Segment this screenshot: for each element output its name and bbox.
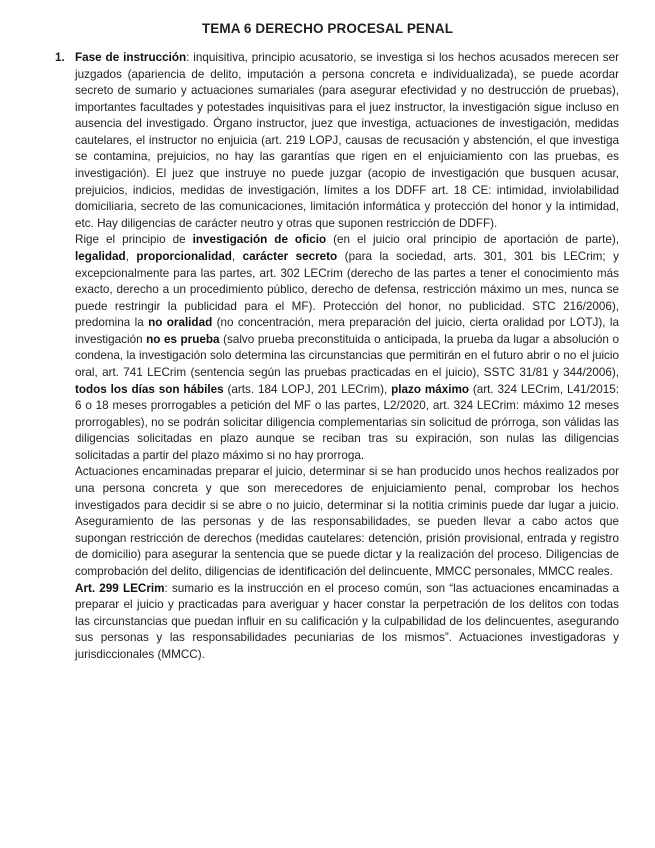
paragraph-fase-instruccion — [75, 50, 619, 232]
paragraph-art-299 — [75, 581, 619, 664]
bold-term: carácter secreto — [242, 249, 338, 263]
text-run: (en el juicio oral principio de aportación de parte), — [326, 233, 619, 247]
text-run: (para la sociedad, arts. 301, 301 bis LECrim; y excepcionalmente para las partes, art. 302 LECrim (derecho de las partes a tener el conocimiento más exacto, derecho a un procedimiento público, derecho de defensa, restricción máximo un mes, nunca se puede restringir la publicidad para el MF). Protección del honor, no publicidad. STC 216/2006), predomina la — [75, 249, 619, 330]
bold-term: proporcionalidad — [136, 249, 232, 263]
text-run: (salvo prueba preconstituida o anticipada, la prueba da lugar a absolución o condena, la investigación solo determina las circunstancias que permitirán en el futuro abrir o no el juicio oral, art. 741 LECrim (sentencia según las pruebas practicadas en el juicio), SSTC 31/81 y 344/2006), — [75, 332, 619, 379]
text-run: : sumario es la instrucción en el proceso común, son “las actuaciones encaminadas a preparar el juicio y practicadas para averiguar y hacer constar la perpetración de los delitos con todas las circunstancias que puedan influir en su calificación y la culpabilidad de los delincuentes, asegurando sus personas y las responsabilidades pecuniarias de los mismos”. Actuaciones investigadoras y jurisdiccionales (MMCC). — [75, 581, 619, 661]
text-run: (no concentración, mera preparación del juicio, cierta oralidad por LOTJ), la investigación — [75, 316, 619, 346]
bold-term: no oralidad — [148, 316, 213, 330]
text-run: Actuaciones encaminadas preparar el juicio, determinar si se han producido unos hechos realizados por una persona concreta y que son merecedores de enjuiciamiento penal, comprobar los hechos investigados para decidir si se abre o no juicio, determinar si la notitia criminis puede dar lugar a juicio. Aseguramiento de las personas y de las responsabilidades, se pueden llevar a cabo actos que supongan restricción de derechos (medidas cautelares: detención, prisión provisional, entrada y registro de domicilio) para asegurar la sentencia que se puede dictar y la realización del proceso. Diligencias de comprobación del delito, diligencias de identificación del delincuente, MMCC personales, MMCC reales. — [75, 465, 619, 578]
list-item-body — [75, 50, 619, 663]
text-run: Rige el principio de — [75, 233, 193, 247]
text-run: , — [231, 249, 243, 263]
text-run: (art. 324 LECrim, L41/2015: 6 o 18 meses prorrogables a petición del MF o las partes, L2/2020, art. 324 LECrim: máximo 12 meses prorrogables), no se podrán solicitar diligencia complementarias sin solicitud de prórroga, son válidas las diligencias solicitadas en plazo aunque se reciban tras su expiración, son nulas las diligencias solicitadas a partir del plazo máximo si no hay prorroga. — [75, 382, 619, 462]
text-run: , — [125, 249, 137, 263]
text-run: : inquisitiva, principio acusatorio, se investiga si los hechos acusados merecen ser juzgados (apariencia de delito, imputación a persona concreta e individualizada), se puede acordar secreto de sumario y actuaciones sumariales (para asegurar efectividad y no destrucción de pruebas), importantes facultades y potestades inquisitivas para el juez instructor, la investigación sigue incluso en ausencia del investigado. Órgano instructor, juez que investiga, actuaciones de investigación, medidas cautelares, el instructor no enjuicia (art. 219 LOPJ, causas de recusación y abstención, el que investiga se contamina, prejuicios, no hay las garantías que rigen en el enjuiciamiento con las pruebas, es investigación). El juez que instruye no puede juzgar (acopio de investigación que busquen acusar, prejuicios, indicios, medidas de investigación, límites a los DDFF art. 18 CE: intimidad, inviolabilidad domiciliaria, secreto de las comunicaciones, limitación informática y protección del honor y la intimidad, etc. Hay diligencias de carácter neutro y otras que suponen restricción de DDFF). — [75, 51, 619, 230]
text-run: (arts. 184 LOPJ, 201 LECrim), — [223, 382, 392, 396]
document-title: TEMA 6 DERECHO PROCESAL PENAL — [201, 21, 454, 36]
list-item-number: 1. — [55, 51, 65, 64]
bold-term: no es prueba — [146, 332, 220, 346]
paragraph-principios — [75, 232, 619, 464]
bold-term: investigación de oficio — [192, 233, 327, 247]
bold-term: plazo máximo — [391, 382, 470, 396]
bold-term: Fase de instrucción — [75, 51, 187, 64]
paragraph-actuaciones — [75, 464, 619, 580]
bold-term: todos los días son hábiles — [75, 382, 224, 396]
bold-term: Art. 299 LECrim — [75, 581, 165, 595]
bold-term: legalidad — [75, 249, 126, 263]
